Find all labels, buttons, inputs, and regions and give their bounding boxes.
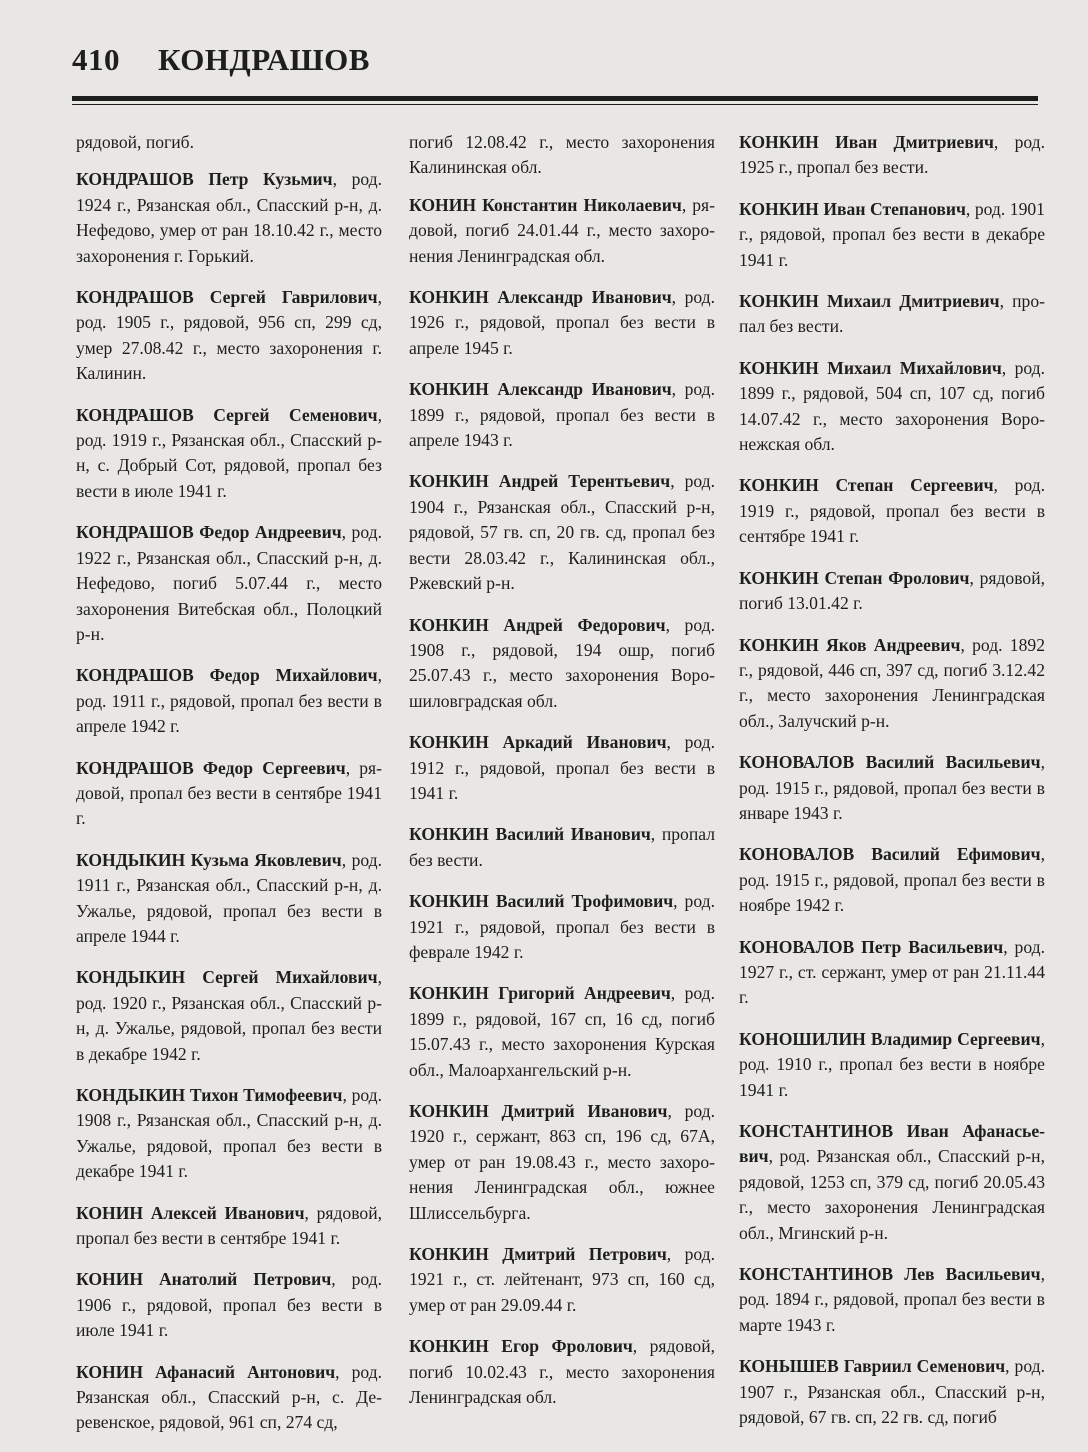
entry-name: КОНДЫКИН Сергей Михайлович xyxy=(76,967,378,988)
entry-name: КОНКИН Аркадий Иванович xyxy=(409,732,667,753)
text-column-1 xyxy=(76,130,382,1452)
entry-name: КОНОШИЛИН Владимир Сергеевич xyxy=(739,1028,1041,1049)
entry-name: КОНДЫКИН Тихон Тимофеевич xyxy=(76,1085,343,1105)
text-column-3 xyxy=(739,130,1045,1446)
entry-name: КОНКИН Александр Иванович xyxy=(409,379,672,400)
text-column-2 xyxy=(409,130,715,1426)
entry-name: КОНКИН Василий Трофимович xyxy=(409,891,674,912)
entry-text: , род. 1901 г., рядовой, пропал без вести в декабре 1941 г. xyxy=(739,198,1045,270)
entry-name: КОНКИН Степан Сергеевич xyxy=(739,475,994,496)
entry-text: , род. 1922 г., Рязанская обл., Спасский р-н, д. Нефедово, погиб 5.07.44 г., место захоронения Витебская обл., Полоцкий р-н. xyxy=(76,522,382,644)
entry-name: КОНОВАЛОВ Василий Васильевич xyxy=(739,752,1041,773)
entry-name: КОНКИН Михаил Дмитриевич xyxy=(739,291,1000,312)
entry-text: , пропал без вести. xyxy=(739,291,1045,337)
entry-name: КОНИН Алексей Иванович xyxy=(76,1202,305,1223)
entry xyxy=(76,520,382,647)
running-head: КОНДРАШОВ xyxy=(158,42,370,77)
entry-name: КОНДРАШОВ Федор Михайлович xyxy=(76,665,378,686)
entry xyxy=(739,842,1045,918)
entry xyxy=(76,285,382,387)
entry-name: КОНКИН Яков Андреевич xyxy=(739,634,961,655)
entry-name: КОНИН Афанасий Антонович xyxy=(76,1361,336,1382)
entry xyxy=(409,285,715,361)
entry-text: , род. 1907 г., Рязанская обл., Спасский р-н, рядовой, 67 гв. сп, 22 гв. сд, погиб xyxy=(739,1356,1045,1428)
entry xyxy=(739,1027,1045,1103)
entry xyxy=(739,1119,1045,1246)
entry xyxy=(409,1242,715,1318)
entry-name: КОНКИН Андрей Федорович xyxy=(409,614,666,635)
entry-name: КОНКИН Дмитрий Петрович xyxy=(409,1244,667,1265)
entry xyxy=(739,1262,1045,1338)
entry-text: , род. 1924 г., Рязанская обл., Спасский р-н, д. Нефедово, умер от ран 18.10.42 г., место захоронения г. Горький. xyxy=(76,169,382,266)
entry-text: , род. 1915 г., рядовой, пропал без вести в ноябре 1942 г. xyxy=(739,844,1045,916)
entry xyxy=(739,935,1045,1011)
entry-name: КОНОВАЛОВ Василий Ефимович xyxy=(739,844,1041,865)
entry-text: , рядовой, пропал без вести в сентябре 1941 г. xyxy=(76,757,382,829)
entry-text: , род. 1908 г., Рязанская обл., Спасский р-н, д. Ужалье, рядовой, пропал без вести в декабре 1941 г. xyxy=(76,1085,382,1182)
entry xyxy=(76,965,382,1067)
entry-text: , род. 1894 г., рядовой, пропал без вести в марте 1943 г. xyxy=(739,1264,1045,1335)
entry xyxy=(739,633,1045,735)
entry-text: , пропал без вести. xyxy=(409,824,715,870)
entry-text: погиб 12.08.42 г., место захоронения Калининская обл. xyxy=(409,132,715,178)
entry-text: , род. Рязанская обл., Спасский р-н, рядовой, 1253 сп, 379 сд, погиб 20.05.43 г., место захоронения Ленинградская обл., Мгинский р-н. xyxy=(739,1146,1045,1243)
entry-text: , род. 1921 г., рядовой, пропал без вести в феврале 1942 г. xyxy=(409,891,715,962)
entry xyxy=(409,613,715,715)
entry xyxy=(76,663,382,739)
entry xyxy=(409,377,715,453)
entry-name: КОНДРАШОВ Петр Кузьмич xyxy=(76,169,333,190)
entry-text: , род. 1919 г., Рязанская обл., Спасский р-н, с. Добрый Сот, рядовой, пропал без вести в июле 1941 г. xyxy=(76,404,382,501)
entry-text: , род. 1910 г., пропал без вести в ноябре 1941 г. xyxy=(739,1028,1045,1100)
entry xyxy=(739,566,1045,617)
entry-name: КОНЫШЕВ Гавриил Семенович xyxy=(739,1356,1006,1377)
entry-text: , род. 1899 г., рядовой, пропал без вести в апреле 1943 г. xyxy=(409,379,715,451)
entry-text: , род. 1912 г., рядовой, пропал без вести в 1941 г. xyxy=(409,732,716,803)
entry xyxy=(409,822,715,873)
entry xyxy=(739,289,1045,340)
entry xyxy=(739,356,1045,458)
entry-name: КОНКИН Александр Иванович xyxy=(409,287,672,308)
entry-text: рядовой, погиб. xyxy=(76,132,195,152)
entry-text: , рядовой, погиб 10.02.43 г., место захоронения Ленинградская обл. xyxy=(409,1336,716,1408)
entry-name: КОНОВАЛОВ Петр Васильевич xyxy=(739,936,1004,957)
entry-name: КОНИН Анатолий Петрович xyxy=(76,1269,332,1290)
entry-text: , рядовой, погиб 24.01.44 г., место захоронения Ленинградская обл. xyxy=(409,194,716,266)
entry-text: , род. 1911 г., Рязанская обл., Спасский р-н, д. Ужалье, рядовой, пропал без вести в апреле 1944 г. xyxy=(76,849,382,946)
entry-name: КОНДРАШОВ Сергей Гаврилович xyxy=(76,287,378,308)
entry-text: , род. 1906 г., рядовой, пропал без вести в июле 1941 г. xyxy=(76,1269,382,1341)
entry xyxy=(76,403,382,505)
entry-text: , рядовой, пропал без вести в сентябре 1941 г. xyxy=(76,1202,383,1249)
entry xyxy=(409,130,715,181)
header-rule-thick xyxy=(72,96,1038,101)
entry-name: КОНДРАШОВ Сергей Семенович xyxy=(76,404,378,425)
entry-name: КОНКИН Григорий Андреевич xyxy=(409,983,671,1004)
entry-name: КОНДРАШОВ Федор Андреевич xyxy=(76,522,342,543)
entry xyxy=(76,1267,382,1343)
entry-text: , род. 1899 г., рядовой, 504 сп, 107 сд, погиб 14.07.42 г., место захоронения Воронежская обл. xyxy=(739,357,1045,455)
entry-name: КОНКИН Михаил Михайлович xyxy=(739,357,1002,378)
entry-name: КОНКИН Егор Фролович xyxy=(409,1336,633,1357)
entry xyxy=(409,1099,715,1226)
entry-name: КОНКИН Иван Степанович xyxy=(739,198,966,219)
entry xyxy=(76,1360,382,1436)
entry-name: КОНИН Константин Николаевич xyxy=(409,194,682,215)
entry xyxy=(739,473,1045,549)
entry-text: , род. 1920 г., сержант, 863 сп, 196 сд, 67А, умер от ран 19.08.43 г., место захоронения Ленинградская обл., южнее Шлиссельбурга. xyxy=(409,1101,716,1223)
page-number: 410 xyxy=(72,42,120,77)
entry-name: КОНКИН Степан Фролович xyxy=(739,567,970,588)
entry xyxy=(409,730,715,806)
entry xyxy=(739,1354,1045,1430)
entry-text: , род. 1920 г., Рязанская обл., Спасский р-н, д. Ужалье, рядовой, пропал без вести в декабре 1942 г. xyxy=(76,967,382,1064)
entry-text: , род. 1908 г., рядовой, 194 ошр, погиб 25.07.43 г., место захоронения Ворошиловградская обл. xyxy=(409,614,715,711)
entry xyxy=(76,167,382,269)
page-header xyxy=(72,42,1038,82)
entry xyxy=(409,193,715,269)
entry-text: , род. 1915 г., рядовой, пропал без вести в январе 1943 г. xyxy=(739,752,1045,823)
entry-name: КОНДЫКИН Кузьма Яковлевич xyxy=(76,849,342,870)
entry xyxy=(76,756,382,832)
entry-text: , род. 1927 г., ст. сержант, умер от ран 21.11.44 г. xyxy=(739,936,1045,1008)
entry-name: КОНКИН Василий Иванович xyxy=(409,824,651,845)
entry xyxy=(739,197,1045,273)
entry-text: , род. 1892 г., рядовой, 446 сп, 397 сд, погиб 3.12.42 г., место захоронения Ленинградская обл., Залучский р-н. xyxy=(739,634,1045,731)
entry-name: КОНКИН Андрей Терентьевич xyxy=(409,471,671,492)
entry-name: КОНСТАНТИНОВ Иван Афанасьевич xyxy=(739,1121,1045,1167)
entry-text: , род. 1919 г., рядовой, пропал без вести в сентябре 1941 г. xyxy=(739,475,1045,547)
entry xyxy=(409,981,715,1083)
entry-text: , род. 1904 г., Рязанская обл., Спасский р-н, рядовой, 57 гв. сп, 20 гв. сд, пропал без вести 28.03.42 г., Калининская обл., Ржевский р-н. xyxy=(409,471,716,594)
entry xyxy=(739,130,1045,181)
entry-name: КОНСТАНТИНОВ Лев Васильевич xyxy=(739,1264,1041,1285)
entry xyxy=(409,1334,715,1410)
entry-name: КОНКИН Дмитрий Иванович xyxy=(409,1101,668,1121)
entry xyxy=(76,848,382,950)
entry xyxy=(76,1201,382,1252)
entry-name: КОНДРАШОВ Федор Сергеевич xyxy=(76,757,346,778)
entry-text: , род. 1921 г., ст. лейтенант, 973 сп, 160 сд, умер от ран 29.09.44 г. xyxy=(409,1244,715,1315)
header-rule-thin xyxy=(72,104,1038,105)
entry-text: , род. 1899 г., рядовой, 167 сп, 16 сд, погиб 15.07.43 г., место захоронения Курская обл., Малоархангельский р-н. xyxy=(409,983,716,1080)
entry xyxy=(739,750,1045,826)
entry-text: , род. 1911 г., рядовой, пропал без вести в апреле 1942 г. xyxy=(76,665,382,737)
entry-text: , род. 1905 г., рядовой, 956 сп, 299 сд, умер 27.08.42 г., место захоронения г. Калинин. xyxy=(76,287,382,384)
entry-name: КОНКИН Иван Дмитриевич xyxy=(739,132,994,152)
entry-text: , род. Рязанская обл., Спасский р-н, с. Деревенское, рядовой, 961 сп, 274 сд, xyxy=(76,1361,382,1433)
entry xyxy=(76,1083,382,1185)
entry-text: , род. 1926 г., рядовой, пропал без вести в апреле 1945 г. xyxy=(409,287,715,358)
entry-text: , рядовой, погиб 13.01.42 г. xyxy=(739,567,1046,614)
entry xyxy=(409,469,715,596)
entry xyxy=(76,130,382,155)
entry-text: , род. 1925 г., пропал без вести. xyxy=(739,132,1046,178)
entry xyxy=(409,889,715,965)
